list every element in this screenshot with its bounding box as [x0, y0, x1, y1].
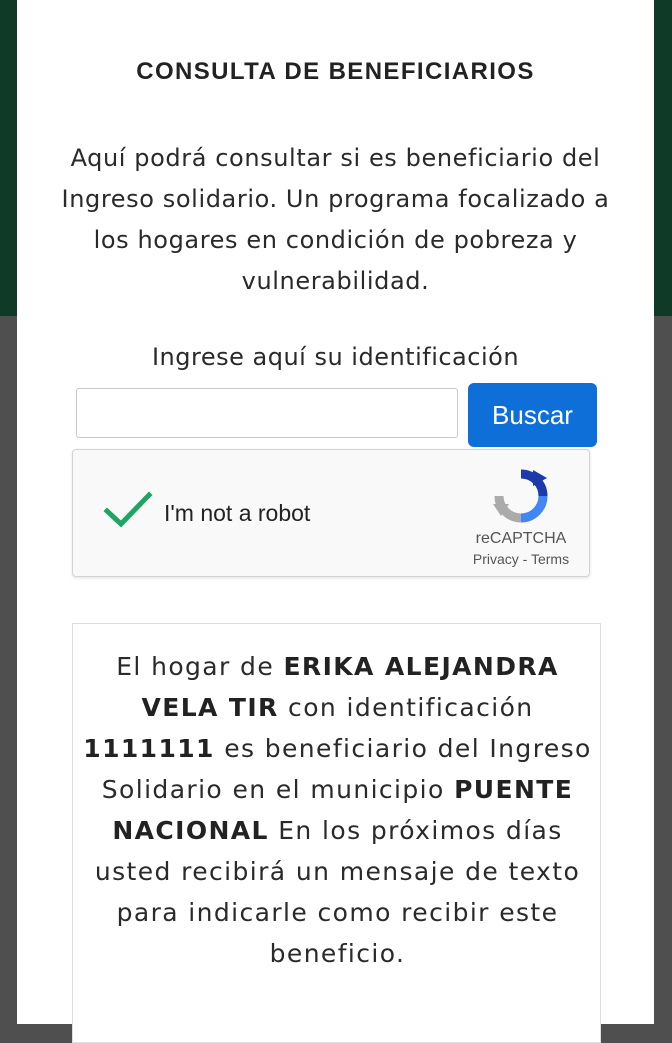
- id-input[interactable]: [76, 388, 458, 438]
- result-middle: es beneficiario del Ingreso Solidario en el municipio: [101, 734, 592, 804]
- beneficiary-id: 1111111: [83, 734, 215, 763]
- captcha-label: I'm not a robot: [164, 500, 311, 526]
- result-prefix: El hogar de: [116, 652, 284, 681]
- recaptcha-widget: [72, 449, 590, 577]
- link-separator: -: [518, 551, 531, 567]
- search-button[interactable]: Buscar: [468, 383, 597, 447]
- result-id-text: con identificación: [278, 693, 534, 722]
- recaptcha-brand: reCAPTCHA: [475, 530, 567, 547]
- recaptcha-logo-icon: [493, 468, 549, 524]
- recaptcha-links: [463, 551, 579, 567]
- result-message: [83, 646, 592, 974]
- municipality-name: PUENTE NACIONAL: [112, 775, 574, 845]
- privacy-link[interactable]: Privacy: [472, 551, 519, 567]
- id-field-label: Ingrese aquí su identificación: [151, 343, 520, 371]
- checkmark-icon[interactable]: [103, 490, 153, 530]
- result-box: [72, 623, 601, 1043]
- beneficiary-name: ERIKA ALEJANDRA VELA TIR: [141, 652, 559, 722]
- intro-text: Aquí podrá consultar si es beneficiario del Ingreso solidario. Un programa focalizado a los hogares en condición de pobreza y vulnerabilidad.: [61, 144, 610, 295]
- page-title: CONSULTA DE BENEFICIARIOS: [136, 58, 535, 85]
- result-suffix: En los próximos días usted recibirá un mensaje de texto para indicarle como recibir este beneficio.: [94, 816, 581, 968]
- terms-link[interactable]: Terms: [530, 551, 570, 567]
- content-card: [17, 0, 654, 1024]
